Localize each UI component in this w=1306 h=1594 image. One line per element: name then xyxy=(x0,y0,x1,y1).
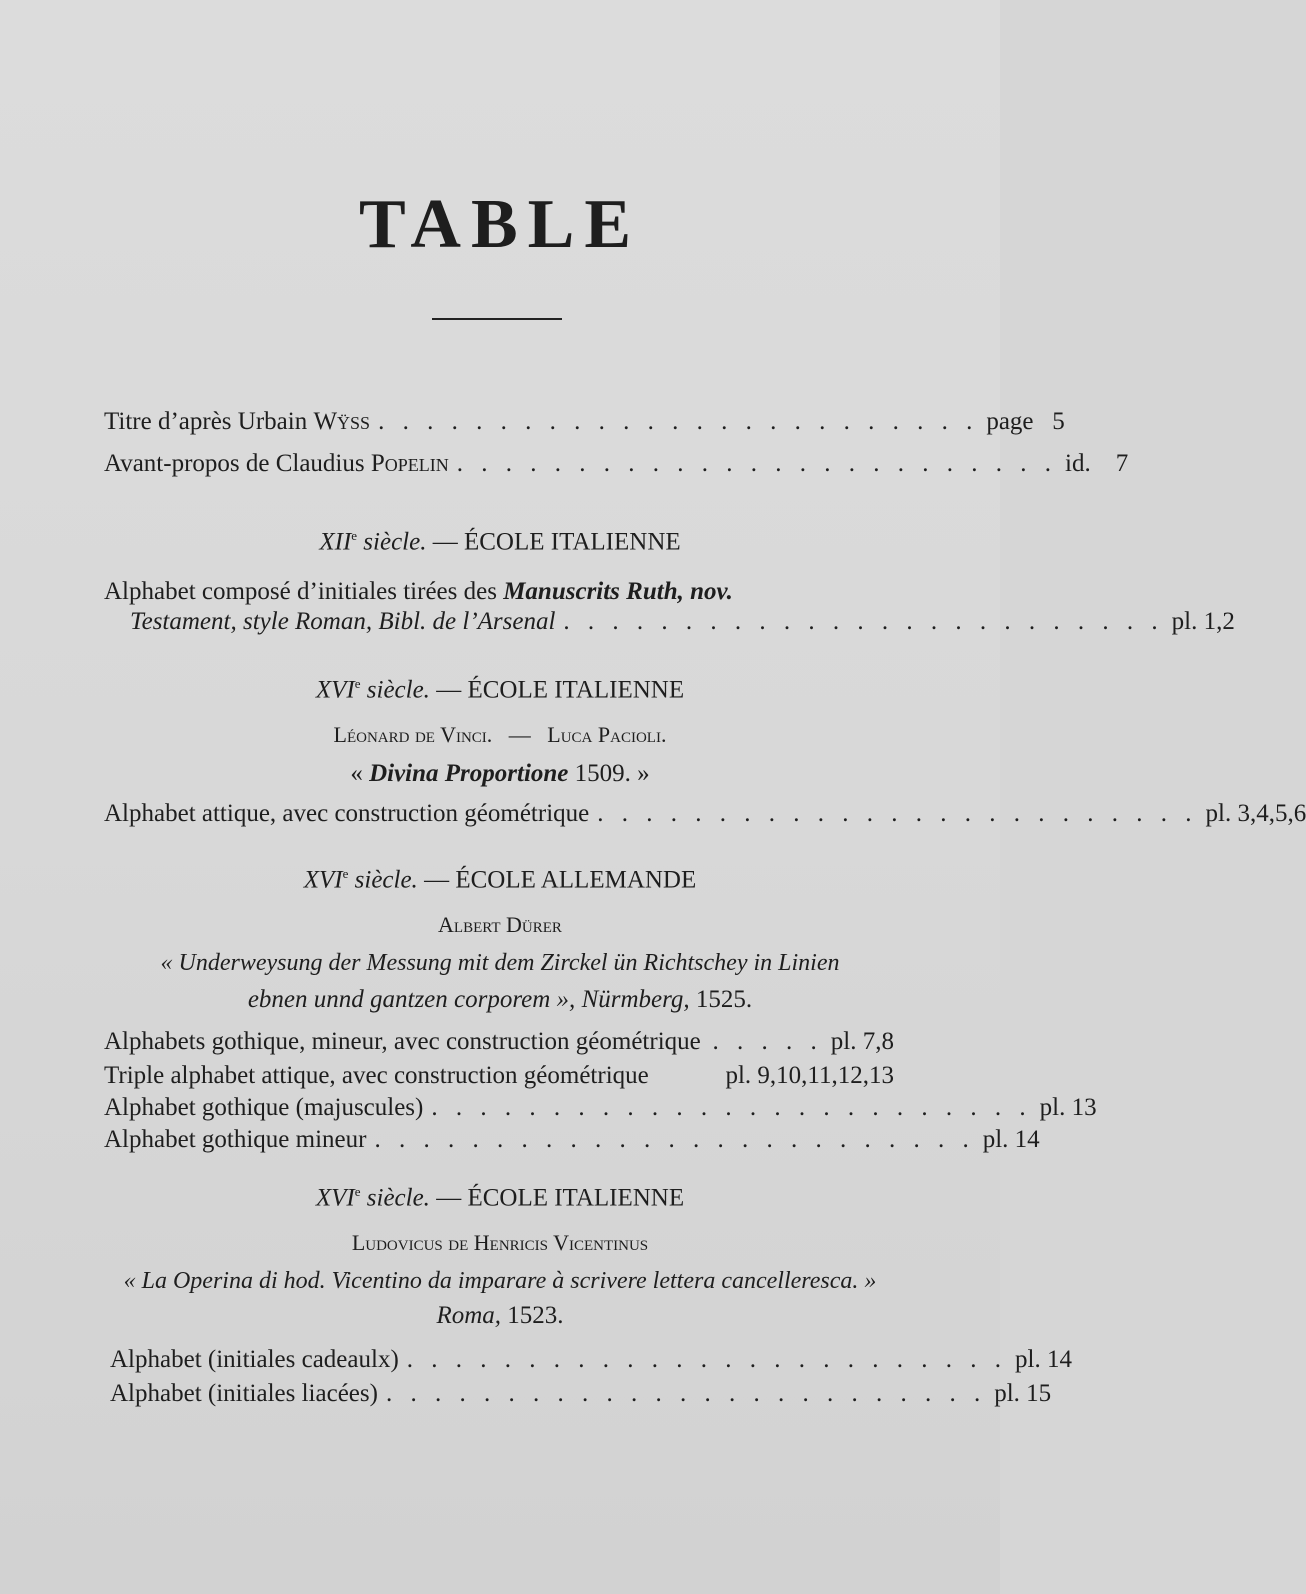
entry-label: Avant-propos de Claudius xyxy=(104,450,371,477)
entry-label: Alphabet composé d’initiales tirées des xyxy=(104,578,504,605)
century-sup: e xyxy=(351,528,358,543)
page-title: TABLE xyxy=(358,186,642,263)
section-work-line2 xyxy=(0,1302,1000,1330)
entry-label: Triple alphabet attique, avec construction géométrique xyxy=(104,1062,649,1089)
siecle-label: siècle. xyxy=(363,528,427,556)
work-year: 1509. » xyxy=(568,760,650,787)
century: XVI xyxy=(315,676,355,704)
entry-source: Manuscrits Ruth, nov. xyxy=(503,578,733,605)
page-number: pl. 9,10,11,12,13 xyxy=(725,1062,894,1089)
toc-entry-titre xyxy=(104,408,1065,442)
leader-dots: . . . . . . . . . . . . . . . . . . . . . . . . . xyxy=(378,408,979,435)
siecle-label: siècle. xyxy=(366,676,430,704)
page-number: 7 xyxy=(1115,450,1129,477)
section-work: « Divina Proportione 1509. » xyxy=(350,760,650,787)
entry-author: Popelin xyxy=(370,450,449,477)
entry-label: Alphabet attique, avec construction géométrique xyxy=(104,800,590,827)
work-year: 1525. xyxy=(689,986,753,1013)
century: XVI xyxy=(315,1184,355,1212)
school-name: — ÉCOLE ITALIENNE xyxy=(426,528,681,556)
toc-entry-xii xyxy=(130,608,1235,642)
toc-entry-avant-propos xyxy=(104,450,1129,484)
work-year: 1523. xyxy=(501,1302,564,1329)
toc-entry xyxy=(110,1380,1052,1414)
century-sup: e xyxy=(354,676,361,691)
entry-label: Alphabet (initiales liacées) xyxy=(110,1380,378,1407)
page-number: pl. 1,2 xyxy=(1171,608,1235,635)
leader-dots: . . . . . xyxy=(712,1028,823,1055)
section-heading-xvi-allemande xyxy=(0,866,1000,894)
leader-dots: . . . . . . . . . . . . . . . . . . . . . . . . . xyxy=(597,800,1198,827)
section-work-line2: ebnen unnd gantzen corporem », Nürmberg, 1525. xyxy=(247,986,753,1013)
page-number: pl. 14 xyxy=(1015,1346,1072,1373)
toc-entry-attique xyxy=(104,800,1306,834)
work-place: Nürmberg, xyxy=(575,986,690,1013)
school-name: — ÉCOLE ITALIENNE xyxy=(429,676,685,704)
leader-dots: . . . . . . . . . . . . . . . . . . . . . . . . . xyxy=(456,450,1058,477)
siecle-label: siècle. xyxy=(354,866,418,894)
toc-entry xyxy=(104,1028,894,1062)
title-rule xyxy=(432,318,562,320)
work-title: Divina Proportione xyxy=(369,760,569,787)
siecle-label: siècle. xyxy=(366,1184,430,1212)
page-number: pl. 7,8 xyxy=(830,1028,894,1055)
entry-label: Alphabets gothique, mineur, avec construction géométrique xyxy=(104,1028,701,1055)
entry-label: Testament, style Roman, Bibl. de l’Arsenal xyxy=(130,608,556,635)
leader-dots: . . . . . . . . . . . . . . . . . . . . . . . . . xyxy=(385,1380,987,1407)
century-sup: e xyxy=(342,866,349,881)
page-label: id. xyxy=(1065,450,1091,477)
leader-dots: . . . . . . . . . . . . . . . . . . . . . . . . . xyxy=(431,1094,1032,1121)
section-heading-xvi-italienne-2 xyxy=(0,1184,1000,1212)
toc-entry xyxy=(104,1062,894,1096)
section-heading-xvi-italienne xyxy=(0,676,1000,704)
entry-label: Alphabet gothique (majuscules) xyxy=(104,1094,424,1121)
page-number: pl. 3,4,5,6 xyxy=(1205,800,1306,827)
page-number: pl. 13 xyxy=(1039,1094,1097,1121)
century-sup: e xyxy=(354,1184,361,1199)
school-name: — ÉCOLE ITALIENNE xyxy=(429,1184,685,1212)
section-author: Albert Dürer xyxy=(438,912,562,937)
entry-label: Alphabet (initiales cadeaulx) xyxy=(110,1346,399,1373)
page-label: page xyxy=(986,408,1034,435)
section-authors: Léonard de Vinci. — Luca Pacioli. xyxy=(333,722,667,747)
century: XVI xyxy=(303,866,343,894)
entry-label: Alphabet gothique mineur xyxy=(104,1126,367,1153)
section-heading-xii xyxy=(0,528,1000,556)
page-number: 5 xyxy=(1052,408,1065,435)
entry-label: Titre d’après Urbain xyxy=(104,408,314,435)
toc-entry xyxy=(104,1094,1097,1128)
section-work-line1: « Underweysung der Messung mit dem Zirckel ün Richtschey in Linien xyxy=(160,950,840,976)
century: XII xyxy=(319,528,352,556)
toc-entry xyxy=(110,1346,1072,1380)
toc-entry-line xyxy=(104,578,894,606)
leader-dots: . . . . . . . . . . . . . . . . . . . . . . . . . xyxy=(563,608,1164,635)
page-number: pl. 14 xyxy=(982,1126,1040,1153)
leader-dots: . . . . . . . . . . . . . . . . . . . . . . . . . xyxy=(406,1346,1008,1373)
page-number: pl. 15 xyxy=(994,1380,1052,1407)
section-author: Ludovicus de Henricis Vicentinus xyxy=(351,1230,649,1255)
toc-entry xyxy=(104,1126,1040,1160)
leader-dots: . . . . . . . . . . . . . . . . . . . . . . . . . xyxy=(374,1126,975,1153)
entry-author: Wÿss xyxy=(313,408,371,435)
school-name: — ÉCOLE ALLEMANDE xyxy=(417,866,697,894)
work-place: Roma, xyxy=(436,1302,502,1329)
section-work-line1: « La Operina di hod. Vicentino da imparare à scrivere lettera cancelleresca. » xyxy=(123,1268,877,1294)
